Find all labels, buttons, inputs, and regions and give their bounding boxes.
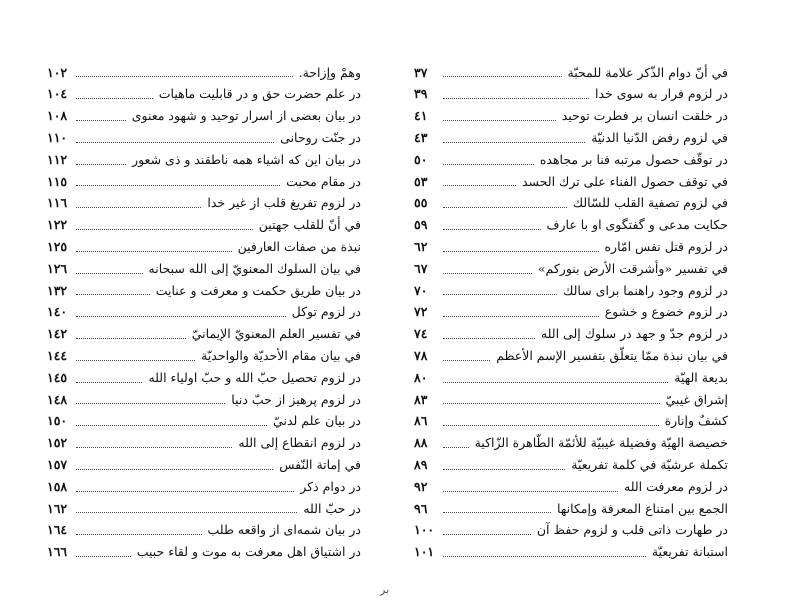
toc-entry [47,171,361,193]
toc-entry-page-number: ١٤٤ [47,348,68,363]
toc-entry [414,411,728,433]
toc-entry-page-number: ٥٠ [414,151,428,167]
toc-entry-title: في أنّ دوام الذّكر علامة للمحبّة [567,64,728,80]
toc-entry-title: در لزوم معرفت الله [624,478,728,494]
dot-leader [76,534,202,535]
toc-entry-page-number: ١٤٢ [47,326,68,342]
toc-entry [47,520,361,542]
toc-entry [47,106,361,128]
toc-entry [414,193,728,215]
toc-column-right [414,62,728,563]
toc-entry [47,345,361,367]
toc-entry-page-number: ٩٦ [414,500,428,516]
toc-entry-page-number: ٨٩ [414,456,428,472]
toc-column-left [47,62,361,563]
toc-entry-page-number: ٧٨ [414,348,428,363]
toc-entry-page-number: ٥٥ [414,195,428,211]
page-footer-mark: بر [380,583,390,596]
toc-entry-page-number: ١٠٢ [47,64,68,80]
toc-entry-page-number: ١١٢ [47,151,68,167]
dot-leader [76,316,286,317]
dot-leader [76,294,150,295]
toc-entry-page-number: ٧٢ [414,304,428,320]
toc-entry-title: وهمْ وإزاحة. [298,64,361,80]
toc-entry [414,84,728,106]
toc-entry-page-number: ٧٠ [414,282,428,298]
dot-leader [443,229,541,230]
toc-entry-page-number: ١٢٢ [47,217,68,233]
dot-leader [76,229,253,230]
toc-entry-page-number: ١٤٨ [47,391,68,407]
dot-leader [443,338,535,339]
toc-entry-title: در لزوم وجود راهنما براى سالك [563,282,728,298]
toc-entry-title: در لزوم پرهيز از حبّ دنيا [231,391,361,407]
toc-entry-page-number: ١٥٢ [47,435,68,451]
toc-entry-page-number: ٣٧ [414,64,428,80]
toc-entry-title: در لزوم فرار به سوى خدا [595,86,728,102]
toc-entry-page-number: ١٠١ [414,544,435,560]
toc-entry-page-number: ٥٣ [414,173,428,189]
toc-entry-title: در جنّت روحانى [280,130,361,146]
toc-entry-title: نبذة من صفات العارفين [237,239,361,255]
toc-entry-title: در بيان علم لدنيّ [273,413,361,429]
dot-leader [443,491,618,492]
toc-entry-title: في بيان مقام الأحديّة والواحديّة [201,348,361,363]
toc-entry [414,302,728,324]
toc-entry [47,236,361,258]
toc-entry [414,258,728,280]
toc-entry [414,454,728,476]
toc-entry [414,324,728,346]
toc-entry [47,433,361,455]
toc-entry-page-number: ٨٠ [414,369,428,385]
toc-entry [414,433,728,455]
toc-entry [47,302,361,324]
toc-entry-page-number: ١٦٦ [47,544,68,560]
toc-entry [414,127,728,149]
toc-entry-title: في تفسير «وأشرقت الأرض بنوركم» [537,260,728,276]
toc-entry-page-number: ١٦٢ [47,500,68,516]
toc-entry [414,520,728,542]
toc-entry-page-number: ١٤٥ [47,369,68,385]
toc-entry [414,106,728,128]
toc-entry-page-number: ٣٩ [414,86,428,102]
toc-entry-page-number: ٨٨ [414,435,428,451]
dot-leader [76,142,274,143]
toc-entry [414,476,728,498]
toc-entry-title: في توقف حصول الفناء على ترك الحسد [521,173,728,189]
toc-entry [47,215,361,237]
toc-entry-title: في بيان نبذة ممّا يتعلّق بتفسير الإسم الأعظم [496,348,728,363]
toc-entry [414,542,728,564]
dot-leader [76,556,131,557]
dot-leader [76,382,142,383]
toc-entry [414,215,728,237]
toc-entry [414,62,728,84]
toc-entry [47,476,361,498]
toc-entry-title: در خلقت انسان بر فطرت توحيد [561,108,728,124]
toc-entry-page-number: ١٤٠ [47,304,68,320]
toc-entry-page-number: ١٣٢ [47,282,68,298]
toc-entry [47,193,361,215]
toc-entry-page-number: ١٢٦ [47,260,68,276]
dot-leader [443,164,534,165]
dot-leader [76,425,267,426]
dot-leader [76,338,186,339]
toc-entry-page-number: ١٢٥ [47,239,68,255]
toc-entry-title: إشراق غيبيّ [665,391,728,407]
toc-entry [47,324,361,346]
toc-entry-title: في لزوم رفض الدّنيا الدنيّة [591,130,728,146]
dot-leader [443,556,646,557]
toc-entry-page-number: ١١٦ [47,195,68,211]
toc-entry [47,389,361,411]
dot-leader [76,76,293,77]
toc-entry [47,498,361,520]
toc-entry [47,149,361,171]
dot-leader [443,98,589,99]
toc-entry-title: در لزوم قتل نفس امّاره [604,239,728,255]
dot-leader [443,316,599,317]
toc-entry-title: در لزوم خضوع و خشوع [604,304,728,320]
toc-entry-title: در اشتياق اهل معرفت به موت و لقاء حبيب [136,544,361,560]
toc-entry-page-number: ١٥٧ [47,456,68,472]
toc-entry-title: حكايت مدعى و گفتگوى او با عارف [546,217,728,233]
dot-leader [443,512,551,513]
toc-entry-title: در طهارت ذاتى قلب و لزوم حفظ آن [536,522,728,538]
toc-entry-page-number: ١٥٠ [47,413,68,429]
toc-entry-title: در علم حضرت حق و در قابليت ماهيات [158,86,361,102]
toc-entry-page-number: ٧٤ [414,326,428,342]
dot-leader [443,294,557,295]
toc-entry-page-number: ١٠٨ [47,108,68,124]
dot-leader [76,447,232,448]
dot-leader [76,251,232,252]
toc-entry [414,498,728,520]
toc-entry-page-number: ١١٥ [47,173,68,189]
toc-entry [414,280,728,302]
toc-entry [414,345,728,367]
toc-entry-title: بديعة الهيّة [674,369,728,385]
toc-entry-title: در حبّ الله [303,500,361,516]
toc-entry [47,127,361,149]
toc-entry-page-number: ١٥٨ [47,478,68,494]
toc-entry-title: في أنّ للقلب جهتين [258,217,361,233]
dot-leader [443,382,668,383]
toc-entry-title: در لزوم انقطاع إلى الله [238,435,361,451]
toc-entry-title: در بيان بعضى از اسرار توحيد و شهود معنوى [131,108,361,124]
toc-entry [414,149,728,171]
toc-entry [414,367,728,389]
toc-entry-title: در دوام ذكر [300,478,361,494]
toc-entry [47,258,361,280]
toc-entry [47,84,361,106]
toc-entry-title: كشفٌ وإنارة [664,413,728,429]
dot-leader [76,360,195,361]
toc-entry-page-number: ٤٣ [414,130,428,146]
toc-entry-title: در مقام محبت [286,173,361,189]
dot-leader [443,273,532,274]
toc-entry-page-number: ٩٢ [414,478,428,494]
dot-leader [443,185,516,186]
toc-entry-title: در لزوم توكل [291,304,361,320]
dot-leader [443,142,585,143]
toc-entry [47,542,361,564]
toc-entry-title: في لزوم تصفية القلب للسّالك [572,195,728,211]
dot-leader [76,120,126,121]
toc-entry-page-number: ٦٧ [414,260,428,276]
dot-leader [76,164,126,165]
toc-entry [47,280,361,302]
toc-entry-page-number: ١١٠ [47,130,68,146]
toc-entry [47,454,361,476]
dot-leader [76,207,201,208]
toc-entry-title: في إماتة النّفس [279,456,361,472]
dot-leader [443,207,567,208]
dot-leader [76,403,225,404]
dot-leader [76,491,294,492]
dot-leader [443,251,599,252]
toc-entry-title: في بيان السلوك المعنويّ إلى الله سبحانه [148,260,361,276]
dot-leader [443,469,565,470]
dot-leader [443,447,469,448]
toc-entry-title: استبانة تفريعيّة [651,544,728,560]
toc-entry-title: در لزوم جدّ و جهد در سلوك إلى الله [540,326,728,342]
toc-entry-page-number: ٥٩ [414,217,428,233]
dot-leader [76,98,153,99]
toc-entry-page-number: ٤١ [414,108,428,124]
dot-leader [443,76,562,77]
toc-entry [47,367,361,389]
dot-leader [443,425,659,426]
dot-leader [443,360,490,361]
toc-entry-title: در لزوم تحصيل حبّ الله و حبّ اولياء الله [148,369,361,385]
toc-entry [414,171,728,193]
dot-leader [443,403,660,404]
dot-leader [443,534,531,535]
toc-entry-title: در لزوم تفريغ قلب از غير خدا [207,195,361,211]
dot-leader [76,273,143,274]
toc-entry-title: تكملة عرشيّة في كلمة تفريعيّة [571,456,728,472]
toc-entry [414,389,728,411]
toc-entry-page-number: ٦٢ [414,239,428,255]
toc-entry-title: در توقّف حصول مرتبه فنا بر مجاهده [539,151,728,167]
toc-entry-title: در بيان طريق حكمت و معرفت و عنايت [155,282,361,298]
toc-entry-title: در بيان اين كه اشياء همه ناطقند و ذى شعور [132,151,361,167]
toc-entry-page-number: ١٠٠ [414,522,435,538]
dot-leader [76,512,297,513]
toc-entry-page-number: ١٠٤ [47,86,68,102]
toc-entry-title: خصيصة الهيّة وفضيلة غيبيّة للأئمّة الطّاهرة الزّاكية [474,435,728,451]
toc-entry [414,236,728,258]
toc-entry [47,62,361,84]
dot-leader [76,469,273,470]
toc-entry-page-number: ١٦٤ [47,522,68,538]
dot-leader [443,120,556,121]
toc-entry-title: در بيان شمه‌اى از واقعه طلب [207,522,361,538]
dot-leader [76,185,280,186]
toc-entry-page-number: ٨٣ [414,391,428,407]
toc-entry [47,411,361,433]
toc-entry-title: الجمع بين امتناع المعرفة وإمكانها [557,500,728,516]
toc-entry-page-number: ٨٦ [414,413,428,429]
toc-entry-title: في تفسير العلم المعنويّ الإيمانيّ [191,326,361,342]
